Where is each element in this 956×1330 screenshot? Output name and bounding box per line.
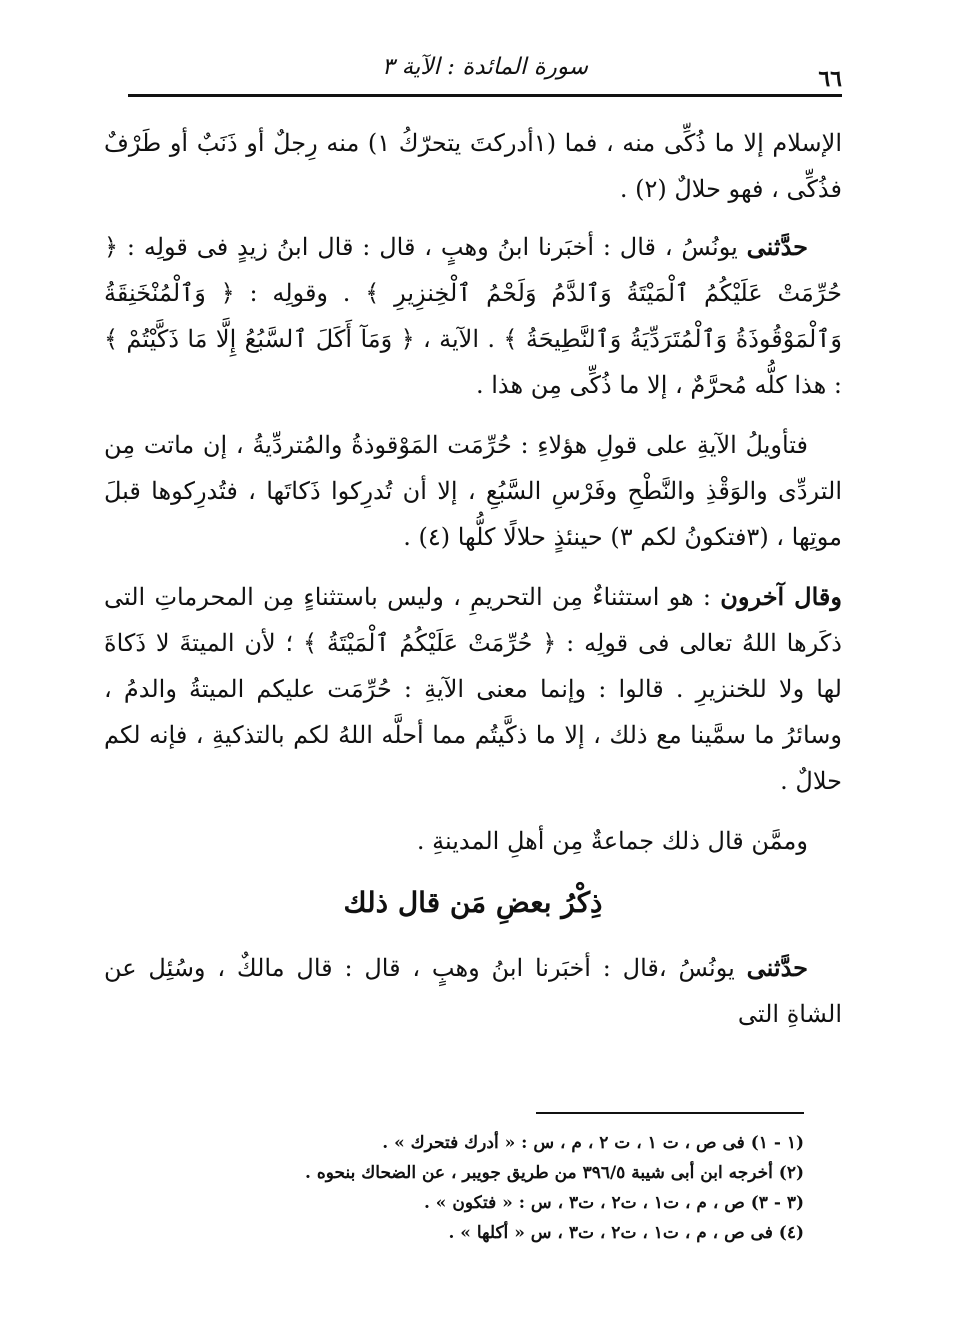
surah-title: سورة المائدة : الآية ٣	[381, 54, 589, 80]
footnote-2: (٢) أخرجه ابن أبى شيبة ٣٩٦/٥ من طريق جويبر ، عن الضحاك بنحوه .	[304, 1163, 804, 1183]
paragraph-6-lead: حدَّثنى	[746, 953, 808, 982]
header-rule	[128, 94, 842, 97]
paragraph-4-text: : هو استثناءٌ مِن التحريمِ ، وليس باستثناءٍ مِن المحرماتِ التى ذكَرها اللهُ تعالى فى قولِه : ﴿ حُرِّمَتْ عَلَيْكُمُ ٱلْمَيْتَةُ ﴾ ؛ لأن الميتةَ لا ذَكاةَ لها ولا للخنزيرِ . قالوا : وإنما معنى الآيةِ : حُرِّمَت عليكم الميتةُ والدمُ ، وسائرُ ما سمَّينا مع ذلك ، إلا ما ذكَّيتُم مما أحلَّه اللهُ لكم بالتذكيةِ ، فإنه لكم حلالٌ .	[104, 583, 842, 795]
paragraph-4-lead: وقال آخرون	[720, 582, 842, 611]
main-text	[104, 120, 842, 1051]
footnote-4: (٤) فى ص ، م ، ت١ ، ت٢ ، ت٣ ، س « أكلها » .	[448, 1223, 804, 1243]
paragraph-6-text: يونُسُ ،قال : أخبَرنا ابنُ وهبٍ ، قال : قال مالكٌ ، وسُئِل عن الشاةِ التى	[104, 954, 842, 1028]
footnote-3: (٣ - ٣) ص ، م ، ت١ ، ت٢ ، ت٣ ، س : « فتكون » .	[423, 1193, 804, 1213]
footnotes	[200, 1128, 804, 1248]
paragraph-6	[104, 945, 842, 1037]
paragraph-4	[104, 574, 842, 804]
page-number: ٦٦	[818, 66, 842, 92]
paragraph-5	[104, 818, 842, 864]
paragraph-2-text: يونُسُ ، قال : أخبَرنا ابنُ وهبٍ ، قال : قال ابنُ زيدٍ فى قولِه : ﴿ حُرِّمَتْ عَلَيْكُمُ ٱلْمَيْتَةُ وَٱلدَّمُ وَلَحْمُ ٱلْخِنزِيرِ ﴾ . وقولِه : ﴿ وَٱلْمُنْخَنِقَةُ وَٱلْمَوْقُوذَةُ وَٱلْمُتَرَدِّيَةُ وَٱلنَّطِيحَةُ ﴾ . الآية ، ﴿ وَمَآ أَكَلَ ٱلسَّبُعُ إِلَّا مَا ذَكَّيْتُمْ ﴾ : هذا كلُّه مُحرَّمٌ ، إلا ما ذُكِّى مِن هذا .	[104, 233, 842, 399]
paragraph-3-text: فتأويلُ الآيةِ على قولِ هؤلاءِ : حُرِّمَت المَوْقوذةُ والمُتردِّيةُ ، إن ماتت مِن التردِّى والوَقْذِ والنَّطْحِ وفَرْسِ السَّبُعِ ، إلا أن تُدرِكوا ذَكاتَها ، فتُدرِكوها قبلَ موتِها ، (٣فتكونُ لكم ٣) حينئذٍ حلالًا كلُّها (٤) .	[104, 431, 842, 551]
section-heading: ذِكْرُ بعضِ مَن قال ذلك	[343, 886, 603, 919]
footnote-rule	[536, 1112, 804, 1114]
paragraph-2-lead: حدَّثنى	[746, 232, 808, 261]
paragraph-1	[104, 120, 842, 212]
paragraph-5-text: وممَّن قال ذلك جماعةٌ مِن أهلِ المدينةِ .	[416, 827, 808, 855]
paragraph-1-text: الإسلام إلا ما ذُكِّى منه ، فما (١أدركتَ يتحرّكُ ١) منه رِجلٌ أو ذَنَبٌ أو طَرْفٌ فذُكِّى ، فهو حلالٌ (٢) .	[104, 129, 843, 203]
running-header	[128, 48, 842, 98]
paragraph-3	[104, 422, 842, 560]
paragraph-2	[104, 224, 842, 408]
footnote-1: (١ - ١) فى ص ، ت ١ ، ت ٢ ، م ، س : « أدرك فتحرك » .	[382, 1133, 804, 1153]
